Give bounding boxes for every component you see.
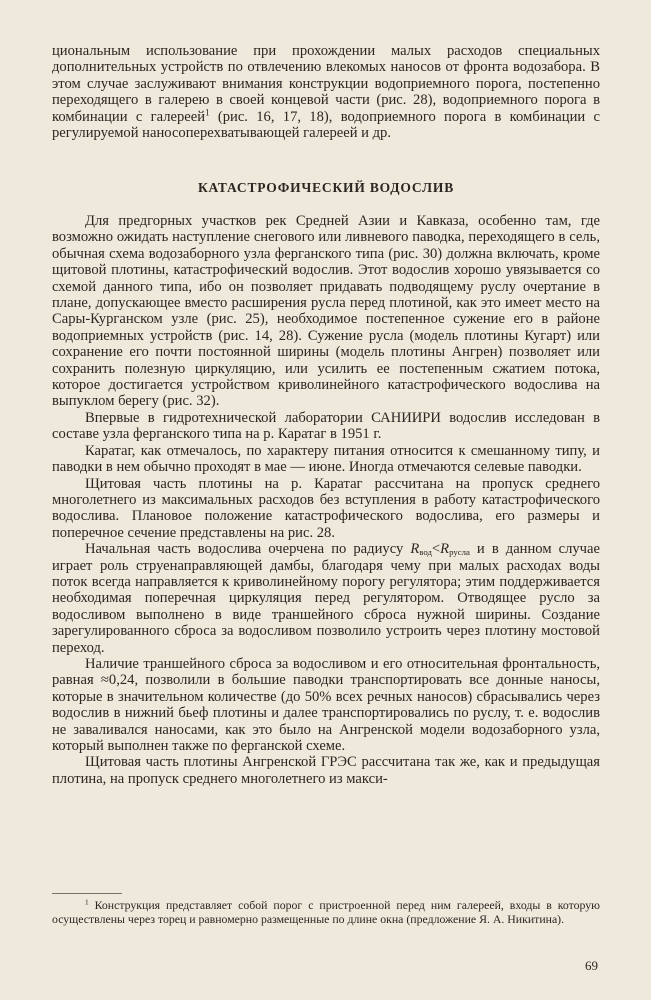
footnote-divider <box>52 893 122 894</box>
section-heading: КАТАСТРОФИЧЕСКИЙ ВОДОСЛИВ <box>197 180 455 195</box>
footnote-mark: 1 <box>85 897 89 907</box>
intro-paragraph <box>52 43 600 141</box>
paragraph-7: Щитовая часть плотины Ангренской ГРЭС рассчитана так же, как и предыдущая плотина, на пропуск среднего многолетнего из макси- <box>52 754 600 787</box>
intro-text: циональным использование при прохождении малых расходов специальных дополнительных устройств по отвлечению влекомых наносов от фронта водозабора. В этом случае заслуживают внимания конструкции водоприемного порога, постепенно переходящего в галерею в своей концевой части (рис. 28), водоприемного порога в комбинации с галереей <box>52 43 600 125</box>
formula-r1-subscript: вод <box>419 547 432 558</box>
formula-r2: R <box>440 541 450 558</box>
paragraph-2: Впервые в гидротехнической лаборатории САНИИРИ водослив исследован в составе узла ферганского типа на р. Каратаг в 1951 г. <box>52 409 600 443</box>
section-body <box>52 213 600 787</box>
footnote <box>52 898 600 926</box>
radius-formula <box>410 541 470 557</box>
paragraph-1: Для предгорных участков рек Средней Азии и Кавказа, особенно там, где возможно ожидать наступление снегового или ливневого паводка, переходящего в сель, обычная схема водозаборного узла ферганского типа (рис. 30) должна включать, кроме щитовой плотины, катастрофический водослив. Этот водослив хорошо увязывается со схемой данного типа, ибо он позволяет придавать подводящему руслу очертание в плане, допускающее вместо расширения русла перед плотиной, как это имеет место на Сары-Курганском узле (рис. 25), необходимое постепенное сужение его в районе водоприемных устройств (рис. 14, 28). Сужение русла (модель плотины Кугарт) или сохранение его почти постоянной ширины (модель плотины Ангрен) позволяет или сохранить полезную циркуляцию, или усилить ее постепенным сжатием потока, которое достигается устройством криволинейного катастрофического водослива на выпуклом берегу (рис. 32). <box>52 213 600 410</box>
paragraph-3: Каратаг, как отмечалось, по характеру питания относится к смешанному типу, и паводки в нем обычно проходят в мае — июне. Иногда отмечаются селевые паводки. <box>52 442 600 476</box>
footnote-text: Конструкция представляет собой порог с пристроенной перед ним галереей, входы в которую осуществлены через торец и равномерно размещенные по длине окна (предложение Я. А. Никитина). <box>52 898 600 926</box>
paragraph-5-end: и в данном случае играет роль струенаправляющей дамбы, благодаря чему при малых расходах воды поток всегда направляется к криволинейному порогу регулятора; этим поддерживается необходимая поперечная циркуляция перед регулятором. Отводящее русло за водосливом выполнено в виде траншейного сброса нужной ширины. Создание зарегулированного сброса за водосливом позволило устроить через плотину мостовой переход. <box>52 541 600 656</box>
paragraph-6: Наличие траншейного сброса за водосливом и его относительная фронтальность, равная ≈0,24, позволили в большие паводки транспортировать все донные наносы, которые в значительном количестве (до 50% всех речных наносов) сбрасывались через водослив в нижний бьеф плотины и далее транспортировались по руслу, т. е. водослив не заваливался наносами, как это было на Ангренской модели водозаборного узла, который выполнен также по ферганской схеме. <box>52 655 600 754</box>
formula-r1: R <box>410 541 420 558</box>
paragraph-5 <box>52 541 600 656</box>
footnote-reference: 1 <box>205 107 210 118</box>
formula-operator: < <box>431 541 441 558</box>
page-number: 69 <box>585 958 598 973</box>
intro-text-continued: (рис. 16, 17, 18), водоприемного порога в комбинации с регулируемой наносоперехватывающей галереей и др. <box>52 108 600 142</box>
paragraph-4: Щитовая часть плотины на р. Каратаг рассчитана на пропуск среднего многолетнего из максимальных расходов без вступления в работу катастрофического водослива. Плановое положение катастрофического водослива, его размеры и поперечное сечение представлены на рис. 28. <box>52 475 600 541</box>
paragraph-5-start: Начальная часть водослива очерчена по радиусу <box>85 541 411 558</box>
formula-r2-subscript: русла <box>449 547 470 558</box>
